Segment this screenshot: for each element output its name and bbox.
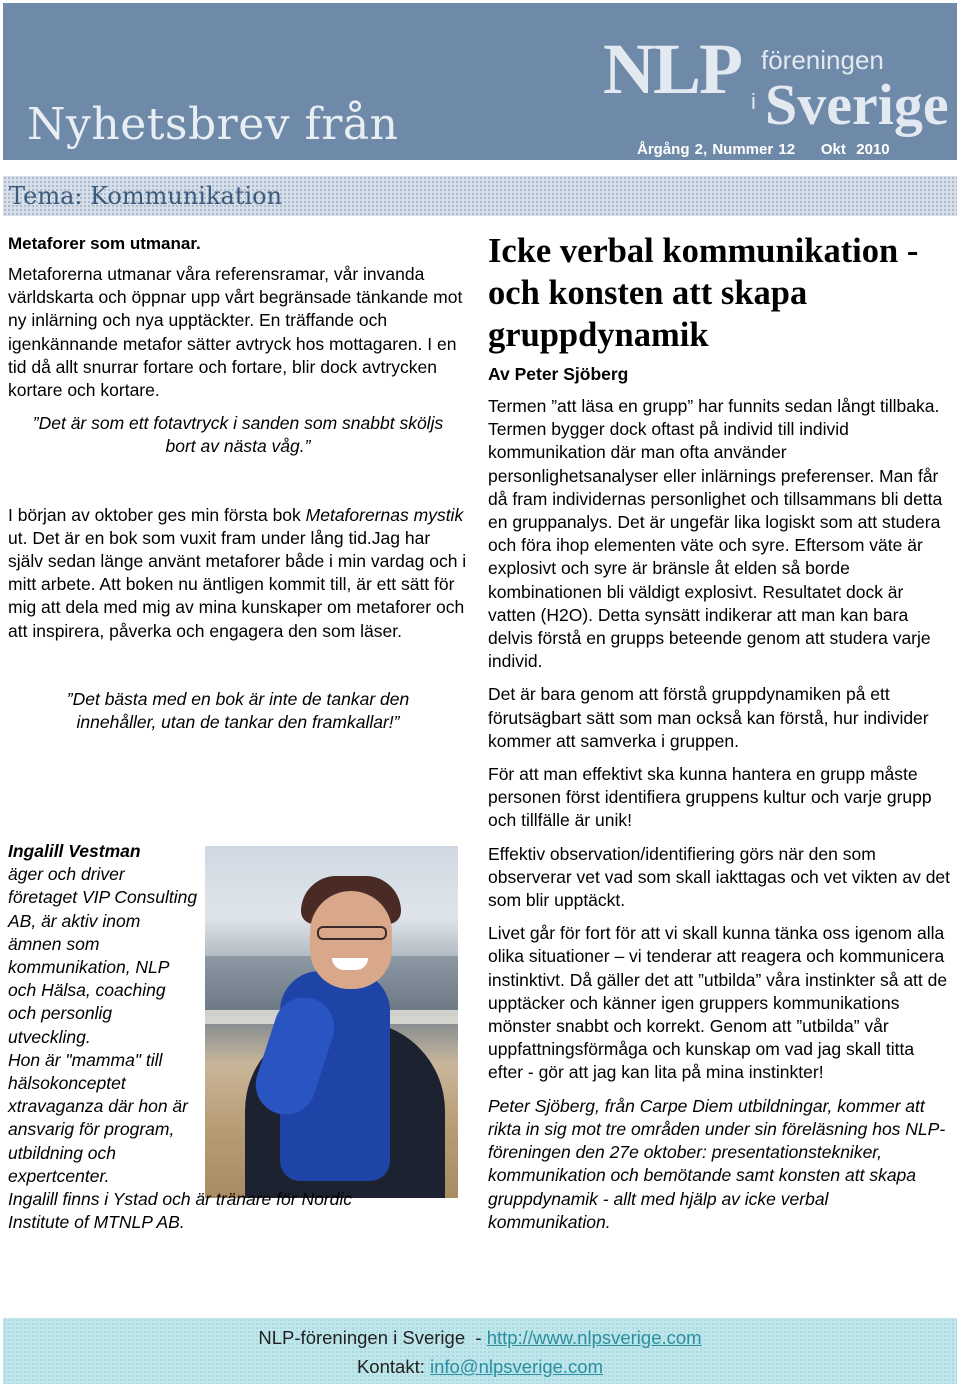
- book-post: ut. Det är en bok som vuxit fram under lång tid.Jag har själv sedan länge använt metaforer både i min vardag och i mitt arbete. Att boken nu äntligen kommit till, är ett sätt för mig att dela med mig av mina kunskaper om metaforer och att inspirera, påverka och engagera den som läser.: [8, 527, 467, 641]
- article-title: Icke verbal kommunikation - och konsten att skapa gruppdynamik: [488, 232, 919, 354]
- logo-i: i: [751, 89, 756, 114]
- logo-nlp: NLP: [603, 29, 741, 109]
- section-heading: Metaforer som utmanar.: [8, 234, 201, 253]
- article-paragraph-4: Effektiv observation/identifiering görs när den som observerar vet vad som skall iakttagas och vet vikten av det som blir upptäckt.: [488, 843, 951, 911]
- bio-text-3: Ingalill finns i Ystad och är tränare för Nordic Institute of MTNLP AB.: [8, 1189, 353, 1233]
- issue-text: Årgång 2, Nummer 12 Okt 2010: [637, 141, 890, 158]
- quote-book: ”Det bästa med en bok är inte de tankar den innehåller, utan de tankar den framkallar!”: [66, 688, 410, 733]
- article-byline: Av Peter Sjöberg: [488, 364, 629, 384]
- book-paragraph: [8, 504, 468, 643]
- book-title: Metaforernas mystik: [305, 504, 464, 525]
- masthead: [3, 3, 957, 160]
- nlp-logo: [603, 29, 953, 137]
- website-link[interactable]: http://www.nlpsverige.com: [486, 1327, 702, 1348]
- theme-bar: [3, 176, 957, 216]
- footer: [3, 1318, 957, 1384]
- intro-paragraph: Metaforerna utmanar våra referensramar, vår invanda världskarta och öppnar upp vårt begränsade tänkande mot ny inlärning och nya upptäckter. En träffande och igenkännande metafor sätter avtryck hos mottagaren. I en tid då allt snurrar fortare och fortare, blir dock avtrycken kortare och kortare.: [8, 264, 463, 401]
- quote-footprint: ”Det är som ett fotavtryck i sanden som snabbt sköljs bort av nästa våg.”: [32, 413, 444, 457]
- bio-text-1: äger och driver företaget VIP Consulting AB, är aktiv inom ämnen som kommunikation, NLP och Hälsa, coaching och personlig utveckling.: [8, 864, 198, 1047]
- email-link[interactable]: info@nlpsverige.com: [429, 1356, 604, 1377]
- bio-name: Ingalill Vestman: [8, 841, 141, 861]
- article-paragraph-5: Livet går för fort för att vi skall kunna tänka oss igenom alla olika situationer – vi tenderar att reagera och kommunicera instinktivt. Då gäller det att ”utbilda” våra instinkter så att de upptäcker och känner igen gruppers kommunikations mönster snabbt och korrekt. Genom att ”utbilda” vår uppfattningsförmåga och kunskap om vad jag skall titta efter - gör att jag kan lita på mina instinkter!: [488, 923, 948, 1083]
- newsletter-title: Nyhetsbrev från: [27, 99, 399, 150]
- article-paragraph-3: För att man effektivt ska kunna hantera en grupp måste personen först identifiera gruppens kultur och varje grupp och tillfälle är unik!: [488, 764, 932, 831]
- footer-contact-label: Kontakt:: [356, 1356, 430, 1377]
- article-paragraph-2: Det är bara genom att förstå gruppdynamiken på ett förutsägbart sätt som man också kan förstå, hur individer kommer att samverka i gruppen.: [488, 684, 929, 751]
- author-bio: [8, 840, 368, 1234]
- left-column: [8, 230, 468, 734]
- logo-sverige: Sverige: [765, 72, 949, 137]
- article-credit: Peter Sjöberg, från Carpe Diem utbildningar, kommer att rikta in sig mot tre områden under sin föreläsning hos NLP-föreningen den 27e oktober: presentationstekniker, kommunikation och bemötande samt konsten att skapa gruppdynamik - allt med hjälp av icke verbal kommunikation.: [488, 1095, 946, 1232]
- bio-text-2: Hon är "mamma" till hälsokonceptet xtravaganza där hon är ansvarig för program, utbildning och expertcenter.: [8, 1049, 188, 1186]
- issue-info: [637, 141, 890, 158]
- book-pre: I början av oktober ges min första bok: [8, 504, 306, 525]
- footer-org: NLP-föreningen i Sverige -: [258, 1327, 487, 1348]
- footer-line-2: [3, 1352, 957, 1381]
- article-paragraph-1: Termen ”att läsa en grupp” har funnits sedan långt tillbaka. Termen bygger dock oftast på individ till individ kommunikation där man ofta använder personlighetsanalyser eller inlärnings preferenser. Man får då fram individernas personlighet och tillsammans bli detta en gruppanalys. Det är ungefär lika logiskt som att studera och föra ihop elementen väte och syre. Eftersom väte är explosivt och syre är bränsle åt elden så borde kombinationen bli väldigt explosivt. Resultatet dock är vatten (H2O). Detta synsätt indikerar att man kan bara delvis förstå en grupps beteende genom att studera varje individ.: [488, 396, 943, 672]
- right-column: [488, 230, 953, 1234]
- footer-line-1: [3, 1323, 957, 1352]
- logo-foreningen: föreningen: [761, 45, 884, 75]
- bio-upper: [8, 840, 198, 1188]
- theme-label: Tema: Kommunikation: [9, 182, 283, 210]
